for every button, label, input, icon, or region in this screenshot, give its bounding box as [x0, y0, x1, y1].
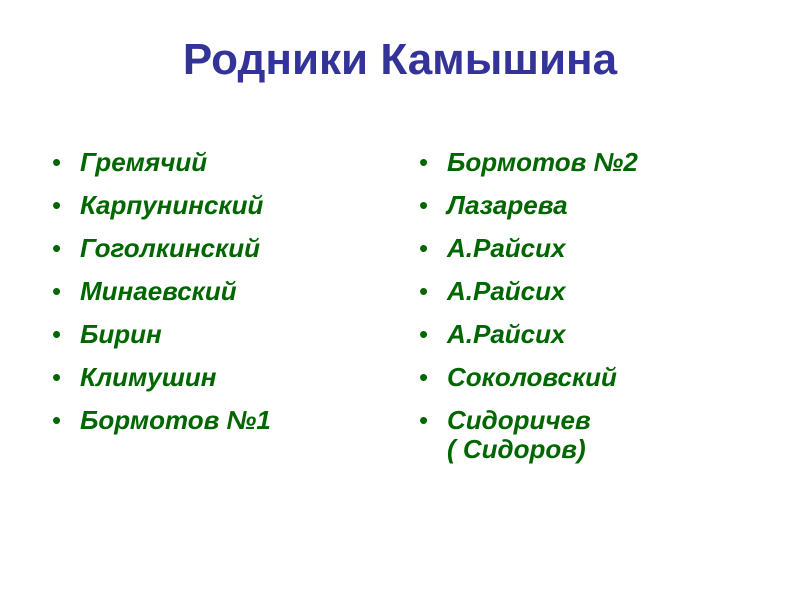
- spring-name: Карпунинский: [80, 190, 264, 220]
- list-item: [52, 363, 382, 406]
- list-item: [52, 191, 382, 234]
- spring-name: А.Райсих: [447, 319, 566, 349]
- bullet-icon: •: [52, 276, 62, 306]
- bullet-icon: •: [419, 147, 429, 177]
- bullet-icon: •: [52, 233, 62, 263]
- list-item: [419, 277, 759, 320]
- list-item: [419, 148, 759, 191]
- spring-name: Гоголкинский: [80, 233, 260, 263]
- bullet-icon: •: [52, 319, 62, 349]
- list-item: [419, 320, 759, 363]
- bullet-icon: •: [52, 405, 62, 435]
- list-item: [52, 148, 382, 191]
- slide-title: Родники Камышина: [182, 35, 618, 84]
- spring-name: Лазарева: [447, 190, 568, 220]
- list-item: [419, 191, 759, 234]
- spring-name: Минаевский: [80, 276, 237, 306]
- list-item: [52, 406, 382, 449]
- spring-name: Климушин: [80, 362, 217, 392]
- list-item: [52, 234, 382, 277]
- list-item: [419, 406, 759, 478]
- bullet-icon: •: [52, 190, 62, 220]
- bullet-icon: •: [52, 362, 62, 392]
- list-item: [419, 234, 759, 277]
- spring-name: Соколовский: [447, 362, 617, 392]
- spring-name: А.Райсих: [447, 276, 566, 306]
- spring-name: Сидоричев: [447, 405, 591, 435]
- list-item: [419, 363, 759, 406]
- bullet-icon: •: [419, 276, 429, 306]
- bullet-icon: •: [419, 233, 429, 263]
- spring-name: А.Райсих: [447, 233, 566, 263]
- spring-name: Гремячий: [80, 147, 208, 177]
- bullet-icon: •: [419, 405, 429, 435]
- left-spring-list: [52, 148, 382, 449]
- right-spring-list: [419, 148, 759, 478]
- bullet-icon: •: [419, 362, 429, 392]
- list-item: [52, 320, 382, 363]
- bullet-icon: •: [419, 319, 429, 349]
- bullet-icon: •: [52, 147, 62, 177]
- spring-alt-name: ( Сидоров): [447, 434, 586, 464]
- list-item: [52, 277, 382, 320]
- bullet-icon: •: [419, 190, 429, 220]
- spring-name: Бормотов №1: [80, 405, 271, 435]
- spring-name: Бормотов №2: [447, 147, 638, 177]
- spring-name: Бирин: [80, 319, 162, 349]
